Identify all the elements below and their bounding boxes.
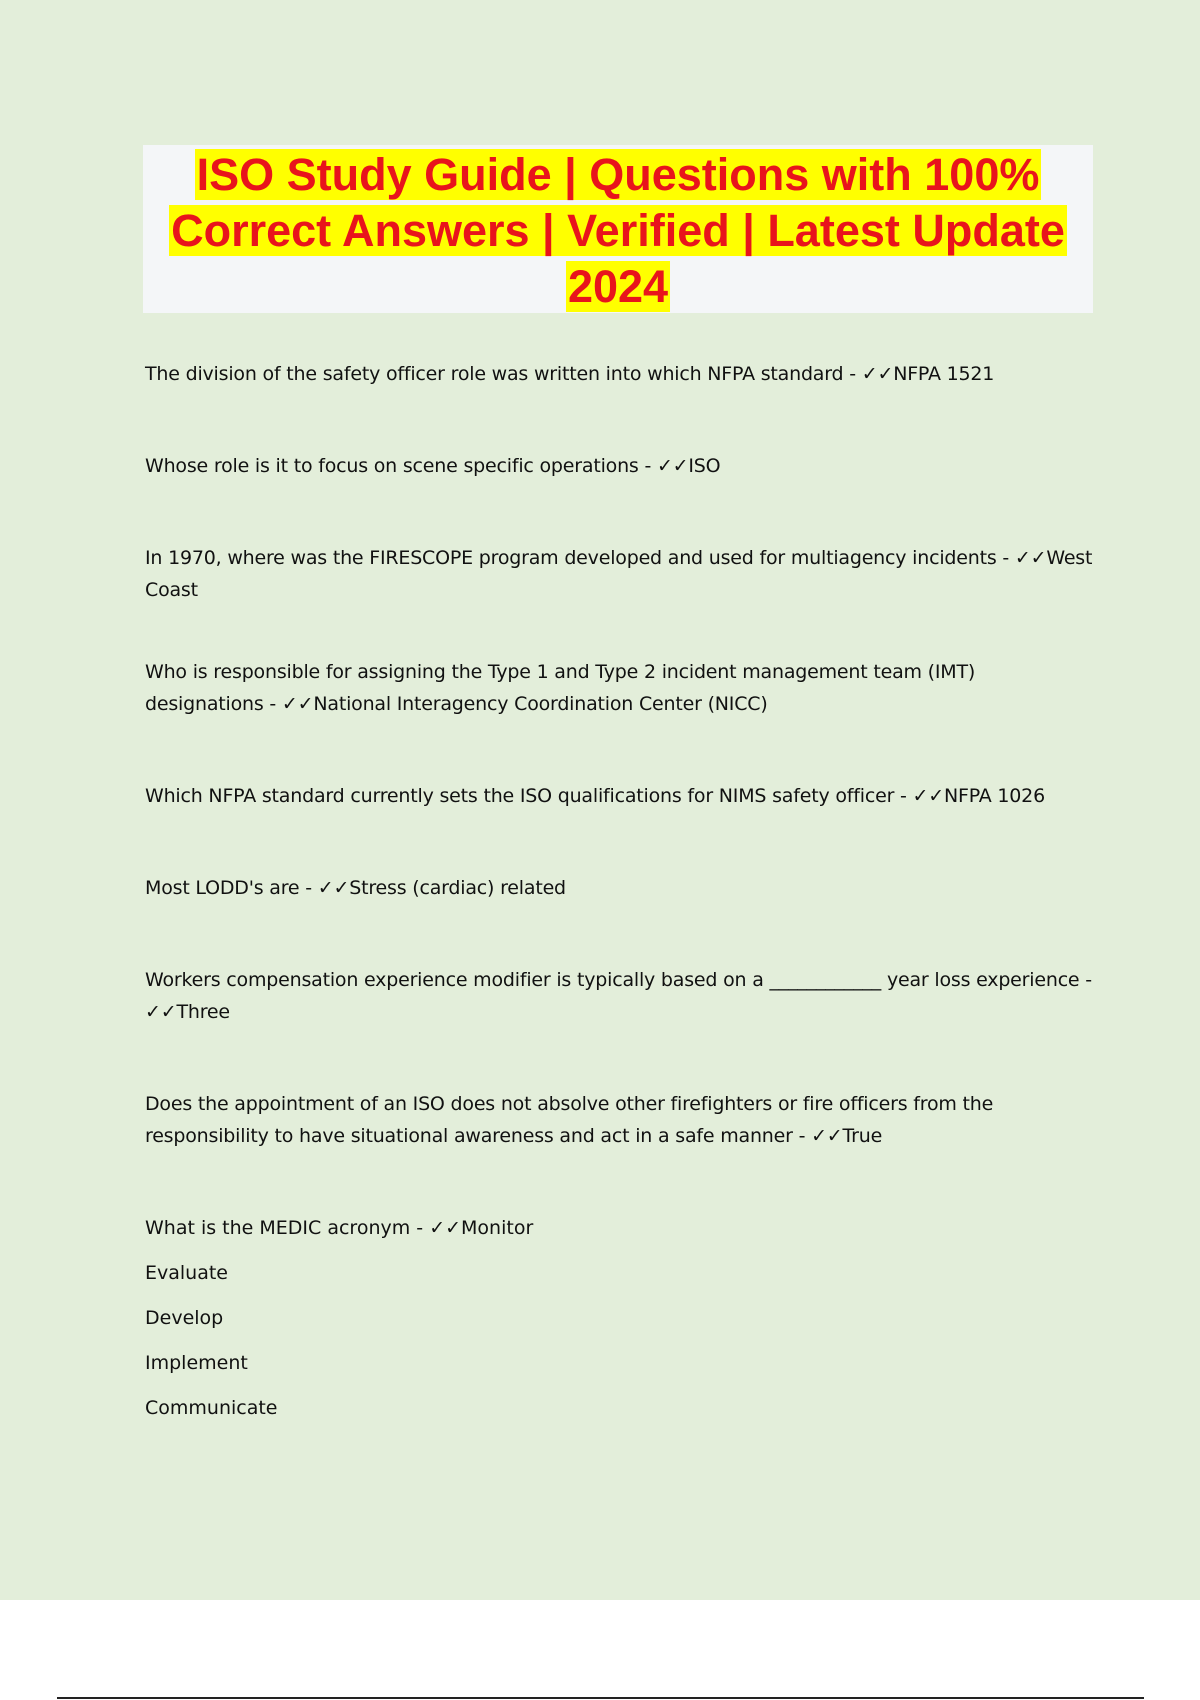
qa-item bbox=[145, 872, 1095, 904]
question-text: In 1970, where was the FIRESCOPE program developed and used for multiagency incidents - bbox=[145, 547, 1015, 569]
footer-divider bbox=[57, 1697, 1144, 1699]
check-icon: ✓✓ bbox=[811, 1125, 843, 1147]
check-icon: ✓✓ bbox=[145, 1001, 177, 1023]
question-text: Who is responsible for assigning the Type 1 and Type 2 incident management team (IMT) designations - bbox=[145, 661, 976, 715]
qa-item bbox=[145, 1088, 1095, 1152]
answer-text: Three bbox=[176, 1001, 230, 1023]
answer-text: National Interagency Coordination Center (NICC) bbox=[313, 693, 768, 715]
qa-item bbox=[145, 964, 1095, 1028]
medic-question-line bbox=[145, 1212, 1095, 1244]
qa-item bbox=[145, 780, 1095, 812]
answer-text: NFPA 1026 bbox=[943, 785, 1045, 807]
qa-item bbox=[145, 656, 1095, 720]
question-text: Does the appointment of an ISO does not absolve other firefighters or fire officers from the responsibility to have situational awareness and act in a safe manner - bbox=[145, 1093, 994, 1147]
question-text: The division of the safety officer role was written into which NFPA standard - bbox=[145, 363, 862, 385]
document-title bbox=[143, 147, 1093, 315]
check-icon: ✓✓ bbox=[912, 785, 944, 807]
question-text: Most LODD's are - bbox=[145, 877, 318, 899]
question-text: Whose role is it to focus on scene specific operations - bbox=[145, 455, 657, 477]
check-icon: ✓✓ bbox=[656, 455, 689, 477]
answer-text: True bbox=[842, 1125, 883, 1147]
check-icon: ✓✓ bbox=[861, 363, 894, 385]
qa-item-medic bbox=[145, 1212, 1095, 1424]
answer-text: Monitor bbox=[461, 1217, 534, 1239]
answer-text: ISO bbox=[688, 455, 721, 477]
medic-answer-line: Communicate bbox=[145, 1397, 278, 1419]
qa-item bbox=[145, 542, 1095, 606]
question-text: What is the MEDIC acronym - bbox=[145, 1217, 430, 1239]
document-title-text: ISO Study Guide | Questions with 100% Correct Answers | Verified | Latest Update 2024 bbox=[171, 149, 1065, 312]
check-icon: ✓✓ bbox=[317, 877, 350, 899]
answer-text: NFPA 1521 bbox=[893, 363, 995, 385]
medic-answer-line: Evaluate bbox=[145, 1262, 228, 1284]
medic-answer-line: Develop bbox=[145, 1307, 224, 1329]
answer-text: West Coast bbox=[145, 547, 1093, 601]
title-banner bbox=[143, 145, 1093, 313]
answer-text: Stress (cardiac) related bbox=[349, 877, 566, 899]
question-text: Workers compensation experience modifier is typically based on a ____________ year loss experience - bbox=[145, 969, 1092, 991]
qa-list bbox=[145, 358, 1095, 1437]
medic-answer-line: Implement bbox=[145, 1352, 248, 1374]
check-icon: ✓✓ bbox=[281, 693, 314, 715]
check-icon: ✓✓ bbox=[1014, 547, 1047, 569]
check-icon: ✓✓ bbox=[429, 1217, 462, 1239]
question-text: Which NFPA standard currently sets the ISO qualifications for NIMS safety officer - bbox=[145, 785, 913, 807]
qa-item bbox=[145, 358, 1095, 390]
qa-item bbox=[145, 450, 1095, 482]
